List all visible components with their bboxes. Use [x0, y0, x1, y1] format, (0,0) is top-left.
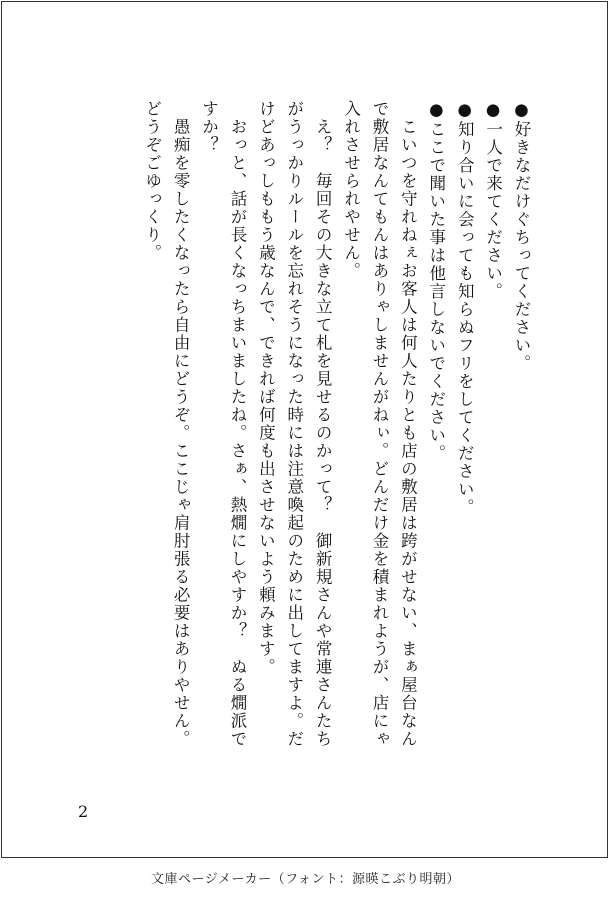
- rule-line: ●好きなだけぐちってください。: [512, 100, 531, 373]
- vertical-body-text: [137, 100, 535, 800]
- rule-line: ●ここで聞いた事は他言しないでください。: [426, 100, 446, 463]
- text-line: で敷居なんてもんはありゃしませんがねぃ。どんだけ金を積まれようが、店にゃ: [369, 100, 389, 748]
- text-line: おっと、話が長くなっちまいましたね。さぁ、熱燗にしやすか？ ぬる燗派で: [227, 100, 247, 748]
- rule-line: ●一人で来てください。: [483, 100, 503, 301]
- text-line: こいつを守れねぇお客人は何人たりとも店の敷居は跨がせない、まぁ屋台なん: [398, 100, 418, 748]
- footer-credit: 文庫ページメーカー（フォント：源暎こぶり明朝）: [151, 872, 460, 887]
- text-line: どうぞごゆっくり。: [142, 100, 162, 262]
- text-line: すか？: [199, 100, 219, 154]
- rule-line: ●知り合いに会っても知らぬフリをしてください。: [455, 100, 475, 517]
- text-line: 入れさせられやせん。: [341, 100, 361, 280]
- text-line: けどあっしももう歳なんで、できれば何度も出させないよう頼みます。: [256, 100, 276, 676]
- text-line: え？ 毎回その大きな立て札を見せるのかって？ 御新規さんや常連さんたち: [313, 100, 333, 748]
- text-line: 愚痴を零したくなったら自由にどうぞ。ここじゃ肩肘張る必要はありやせん。: [171, 100, 191, 748]
- book-page: [1, 1, 608, 858]
- page-number: 2: [78, 802, 89, 821]
- text-line: がうっかりルールを忘れそうになった時には注意喚起のために出してますよ。だ: [284, 100, 304, 748]
